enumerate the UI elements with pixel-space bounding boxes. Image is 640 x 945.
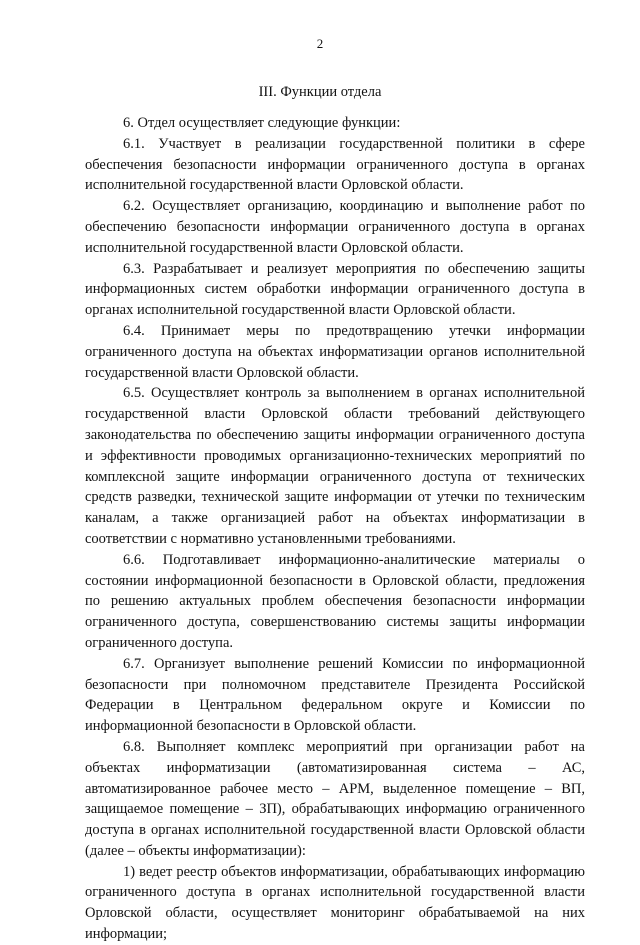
body-text <box>85 113 585 945</box>
paragraph-6-4: 6.4. Принимает меры по предотвращению утечки информации ограниченного доступа на объектах информатизации органов исполнительной государственной власти Орловской области. <box>85 322 585 381</box>
paragraph-6-5: 6.5. Осуществляет контроль за выполнением в органах исполнительной государственной власти Орловской области требований действующего законодательства по обеспечению защиты информации ограниченного доступа и эффективности проводимых организационно-технических мероприятий по комплексной защите информации ограниченного доступа от технических средств разведки, технической защите информации от утечки по техническим каналам, а также организацией работ на объектах информатизации в соответствии с нормативно установленными требованиями. <box>85 385 585 547</box>
paragraph-6-8: 6.8. Выполняет комплекс мероприятий при организации работ на объектах информатизации (автоматизированная система – АС, автоматизированное рабочее место – АРМ, выделенное помещение – ВП, защищаемое помещение – ЗП), обрабатывающих информацию ограниченного доступа в органах исполнительной государственной власти Орловской области (далее – объекты информатизации): <box>85 738 585 859</box>
paragraph-6-6: 6.6. Подготавливает информационно-аналитические материалы о состоянии информационной безопасности в Орловской области, предложения по решению актуальных проблем обеспечения безопасности информации ограниченного доступа, совершенствованию системы защиты информации ограниченного доступа. <box>85 551 585 651</box>
paragraph-6-1: 6.1. Участвует в реализации государственной политики в сфере обеспечения безопасности информации ограниченного доступа в органах исполнительной государственной власти Орловской области. <box>85 135 585 194</box>
paragraph-6-8-1: 1) ведет реестр объектов информатизации, обрабатывающих информацию ограниченного доступа в органах исполнительной государственной власти Орловской области, осуществляет мониторинг обрабатываемой на них информации; <box>85 863 585 943</box>
paragraph-6-3: 6.3. Разрабатывает и реализует мероприятия по обеспечению защиты информационных систем обработки информации ограниченного доступа в органах исполнительной государственной власти Орловской области. <box>85 260 585 319</box>
paragraph-6: 6. Отдел осуществляет следующие функции: <box>123 115 401 131</box>
paragraph-6-7: 6.7. Организует выполнение решений Комиссии по информационной безопасности при полномочном представителе Президента Российской Федерации в Центральном федеральном округе и Комиссии по информационной безопасности в Орловской области. <box>85 655 585 735</box>
page-number: 2 <box>316 36 324 51</box>
paragraph-6-2: 6.2. Осуществляет организацию, координацию и выполнение работ по обеспечению безопасности информации ограниченного доступа в органах исполнительной государственной власти Орловской области. <box>85 198 585 256</box>
section-title: III. Функции отдела <box>258 84 382 100</box>
